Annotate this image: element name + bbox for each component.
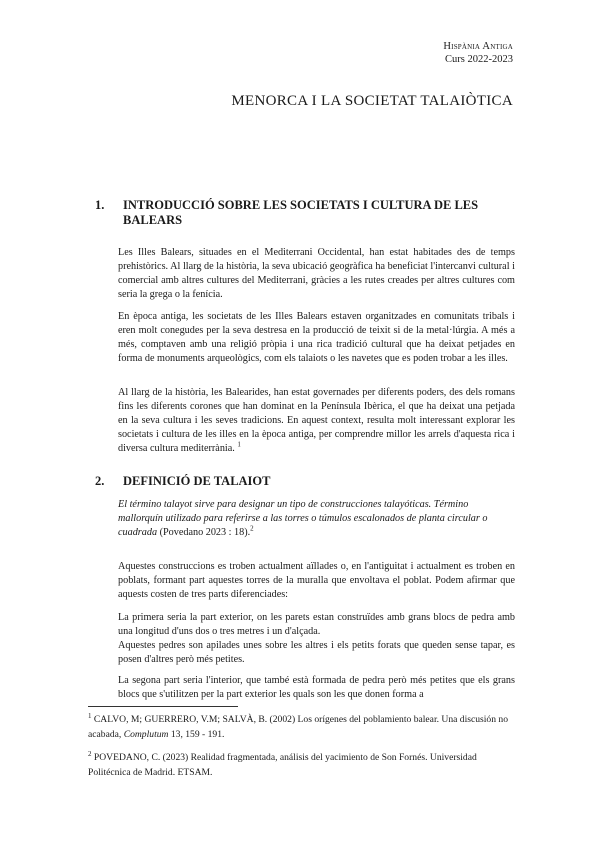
footnote-ref-1[interactable]: 1 (237, 440, 241, 449)
section-1-paragraph-1: Les Illes Balears, situades en el Mediterrani Occidental, han estat habitades des de temps prehistòrics. Al llarg de la història, la seva ubicació geogràfica ha beneficiat l'intercanvi cultural i comercial amb altres cultures del Mediterrani, gràcies a les rutes creades per altres cultures com seria la grega o la fenícia. (118, 247, 515, 300)
section-1-heading (95, 198, 515, 228)
footnote-text-end: 13, 159 - 191. (168, 729, 225, 740)
section-1-paragraph-3 (118, 386, 515, 456)
course-name: Hispània Antiga (443, 41, 513, 52)
section-title: INTRODUCCIÓ SOBRE LES SOCIETATS I CULTURA DE LES BALEARS (123, 198, 479, 227)
footnote-marker: 2 (88, 749, 92, 758)
document-title: MENORCA I LA SOCIETAT TALAIÒTICA (231, 93, 513, 109)
page-header (443, 40, 513, 66)
footnote-ref-2[interactable]: 2 (250, 524, 254, 533)
footnote-text: CALVO, M; GUERRERO, V.M; SALVÀ, B. (2002) Los orígenes del poblamiento balear. Una discusión no acabada, (88, 714, 509, 740)
section-1-paragraph-2: En època antiga, les societats de les Illes Balears estaven organitzades en comunitats tribals i eren molt conegudes per la seva destresa en la producció de teixit si de la metal·lúrgia. A més a més, comptaven amb una religió pròpia i una rica tradició cultural que ha deixat petjades en forma de monuments arqueològics, com els talaiots o les navetes que es poden trobar a les illes. (118, 311, 515, 364)
footnote-marker: 1 (88, 711, 92, 720)
quote-source: (Povedano 2023 : 18). (159, 527, 251, 538)
course-year: Curs 2022-2023 (445, 54, 513, 65)
footnote-1 (88, 712, 518, 742)
footnote-text: POVEDANO, C. (2023) Realidad fragmentada, análisis del yacimiento de Son Fornés. Universidad Politécnica de Madrid. ETSAM. (88, 752, 477, 778)
definition-quote (118, 498, 515, 540)
footnote-2 (88, 750, 518, 780)
section-2-paragraph-4: La segona part seria l'interior, que també està formada de pedra però més petites que els grans blocs que s'utilitzen per la part exterior les quals son les que donen forma a (118, 675, 515, 700)
footnote-divider (88, 706, 238, 707)
section-2-paragraph-1: Aquestes construccions es troben actualment aïllades o, en l'antiguitat i actualment es troben en poblats, formant part aquestes torres de la muralla que envoltava el poblat. Podem afirmar que aquests costen de tres parts diferenciades: (118, 561, 515, 600)
section-number: 1. (95, 198, 105, 212)
section-2-paragraph-3: Aquestes pedres son apilades unes sobre les altres i els petits forats que queden sense tapar, es posen d'altres però més petites. (118, 640, 515, 665)
section-2-paragraph-2: La primera seria la part exterior, on les parets estan construïdes amb grans blocs de pedra amb una longitud d'uns dos o tres metres i un d'alçada. (118, 612, 515, 637)
paragraph-text: Al llarg de la història, les Balearides, han estat governades per diferents poders, des dels romans fins les diferents corones que han dominat en la Península Ibèrica, el que ha deixat una petjada en la seva cultura i les seves tradicions. En aquest context, resulta molt interessant explorar les societats i cultura de les illes en la època antiga, per comprendre millor les arrels d'aquesta rica i diversa cultura mediterrània. (118, 387, 515, 454)
quote-text: El término talayot sirve para designar un tipo de construcciones talayóticas. Término mallorquín utilizado para referirse a las torres o túmulos escalonados de planta circular o cuadrada (118, 499, 488, 538)
section-title: DEFINICIÓ DE TALAIOT (123, 474, 271, 488)
section-2-heading (95, 474, 515, 489)
footnote-journal: Complutum (123, 729, 169, 740)
section-number: 2. (95, 474, 105, 488)
